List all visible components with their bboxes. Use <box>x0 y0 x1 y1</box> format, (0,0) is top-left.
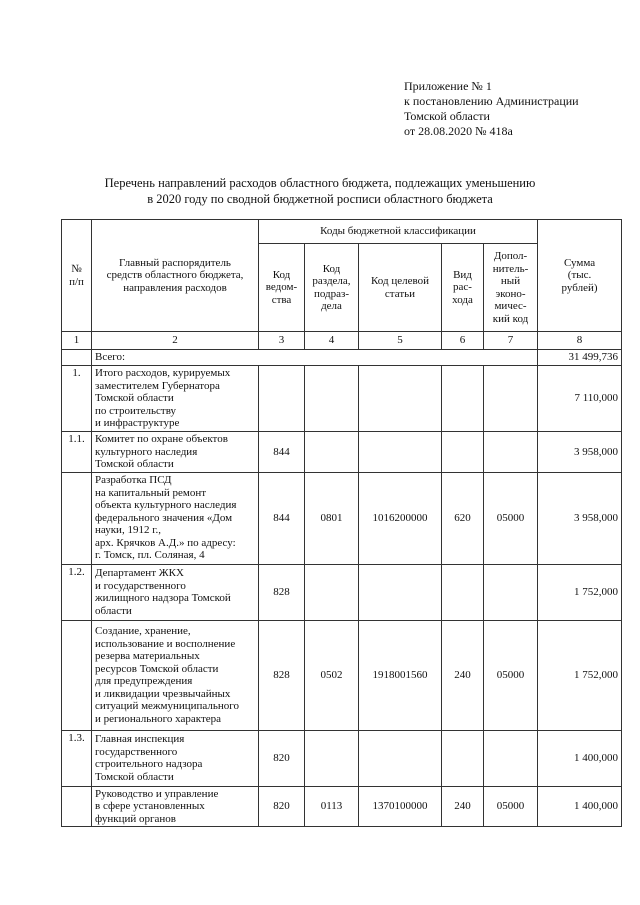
row-name: Разработка ПСД на капитальный ремонт объекта культурного наследия федерального значения «Дом науки, 1912 г., арх. Крячков А.Д.» по адресу: г. Томск, пл. Соляная, 4 <box>92 472 259 564</box>
row-dept-code: 828 <box>259 620 305 730</box>
header-sum: Сумма (тыс. рублей) <box>538 220 622 332</box>
header-section-code: Код раздела, подраз- дела <box>305 244 359 332</box>
row-dept-code: 828 <box>259 564 305 620</box>
table-row <box>62 730 622 786</box>
row-expense-kind <box>442 432 484 473</box>
row-section-code <box>305 432 359 473</box>
row-section-code <box>305 564 359 620</box>
table-row <box>62 472 622 564</box>
row-extra-code <box>484 564 538 620</box>
col-number: 1 <box>62 332 92 350</box>
col-number: 7 <box>484 332 538 350</box>
row-name: Департамент ЖКХ и государственного жилищного надзора Томской области <box>92 564 259 620</box>
row-expense-kind <box>442 366 484 432</box>
header-num: № п/п <box>62 220 92 332</box>
row-section-code: 0801 <box>305 472 359 564</box>
row-dept-code: 820 <box>259 730 305 786</box>
row-section-code: 0502 <box>305 620 359 730</box>
row-section-code: 0113 <box>305 786 359 827</box>
row-sum: 7 110,000 <box>538 366 622 432</box>
total-label: Всего: <box>92 350 538 366</box>
row-section-code <box>305 730 359 786</box>
col-number: 2 <box>92 332 259 350</box>
row-sum: 1 400,000 <box>538 786 622 827</box>
row-name: Комитет по охране объектов культурного наследия Томской области <box>92 432 259 473</box>
appendix-region: Томской области <box>404 109 490 123</box>
row-extra-code <box>484 730 538 786</box>
row-expense-kind <box>442 564 484 620</box>
header-name: Главный распорядитель средств областного бюджета, направления расходов <box>92 220 259 332</box>
row-name: Создание, хранение, использование и восполнение резерва материальных ресурсов Томской области для предупреждения и ликвидации чрезвычайных ситуаций межмуниципального и регионального характера <box>92 620 259 730</box>
appendix-header <box>404 79 579 139</box>
row-name: Руководство и управление в сфере установленных функций органов <box>92 786 259 827</box>
appendix-date: от 28.08.2020 № 418а <box>404 124 513 138</box>
row-target-code <box>359 564 442 620</box>
row-target-code <box>359 730 442 786</box>
table-row <box>62 786 622 827</box>
header-dept-code: Код ведом- ства <box>259 244 305 332</box>
col-number: 6 <box>442 332 484 350</box>
row-number <box>62 786 92 827</box>
table-row <box>62 620 622 730</box>
appendix-number: Приложение № 1 <box>404 79 492 93</box>
table-body <box>62 366 622 827</box>
header-codes-group: Коды бюджетной классификации <box>259 220 538 244</box>
row-number <box>62 472 92 564</box>
table-row <box>62 432 622 473</box>
header-extra-code: Допол- нитель- ный эконо- мичес- кий код <box>484 244 538 332</box>
header-target-code: Код целевой статьи <box>359 244 442 332</box>
header-expense-kind: Вид рас- хода <box>442 244 484 332</box>
column-number-row <box>62 332 622 350</box>
row-sum: 3 958,000 <box>538 432 622 473</box>
row-name: Итого расходов, курируемых заместителем Губернатора Томской области по строительству и инфраструктуре <box>92 366 259 432</box>
budget-table <box>61 219 622 827</box>
row-target-code <box>359 432 442 473</box>
col-number: 4 <box>305 332 359 350</box>
col-number: 3 <box>259 332 305 350</box>
row-target-code: 1370100000 <box>359 786 442 827</box>
row-number: 1.3. <box>62 730 92 786</box>
row-extra-code: 05000 <box>484 472 538 564</box>
total-row <box>62 350 622 366</box>
col-number: 8 <box>538 332 622 350</box>
title-line-2: в 2020 году по сводной бюджетной росписи областного бюджета <box>147 192 493 206</box>
appendix-resolution: к постановлению Администрации <box>404 94 579 108</box>
row-extra-code: 05000 <box>484 620 538 730</box>
row-expense-kind: 240 <box>442 620 484 730</box>
row-target-code: 1016200000 <box>359 472 442 564</box>
row-name: Главная инспекция государственного строительного надзора Томской области <box>92 730 259 786</box>
document-title <box>0 175 640 207</box>
row-extra-code: 05000 <box>484 786 538 827</box>
row-section-code <box>305 366 359 432</box>
row-dept-code: 820 <box>259 786 305 827</box>
row-extra-code <box>484 366 538 432</box>
row-sum: 1 752,000 <box>538 564 622 620</box>
title-line-1: Перечень направлений расходов областного бюджета, подлежащих уменьшению <box>104 176 536 190</box>
col-number: 5 <box>359 332 442 350</box>
row-expense-kind: 620 <box>442 472 484 564</box>
row-target-code <box>359 366 442 432</box>
table-row <box>62 564 622 620</box>
row-number <box>62 620 92 730</box>
row-expense-kind: 240 <box>442 786 484 827</box>
total-sum: 31 499,736 <box>538 350 622 366</box>
row-number: 1.1. <box>62 432 92 473</box>
row-sum: 1 400,000 <box>538 730 622 786</box>
row-dept-code: 844 <box>259 432 305 473</box>
row-number: 1. <box>62 366 92 432</box>
row-dept-code: 844 <box>259 472 305 564</box>
row-dept-code <box>259 366 305 432</box>
row-sum: 1 752,000 <box>538 620 622 730</box>
table-row <box>62 366 622 432</box>
row-target-code: 1918001560 <box>359 620 442 730</box>
row-number: 1.2. <box>62 564 92 620</box>
row-expense-kind <box>442 730 484 786</box>
row-sum: 3 958,000 <box>538 472 622 564</box>
row-extra-code <box>484 432 538 473</box>
